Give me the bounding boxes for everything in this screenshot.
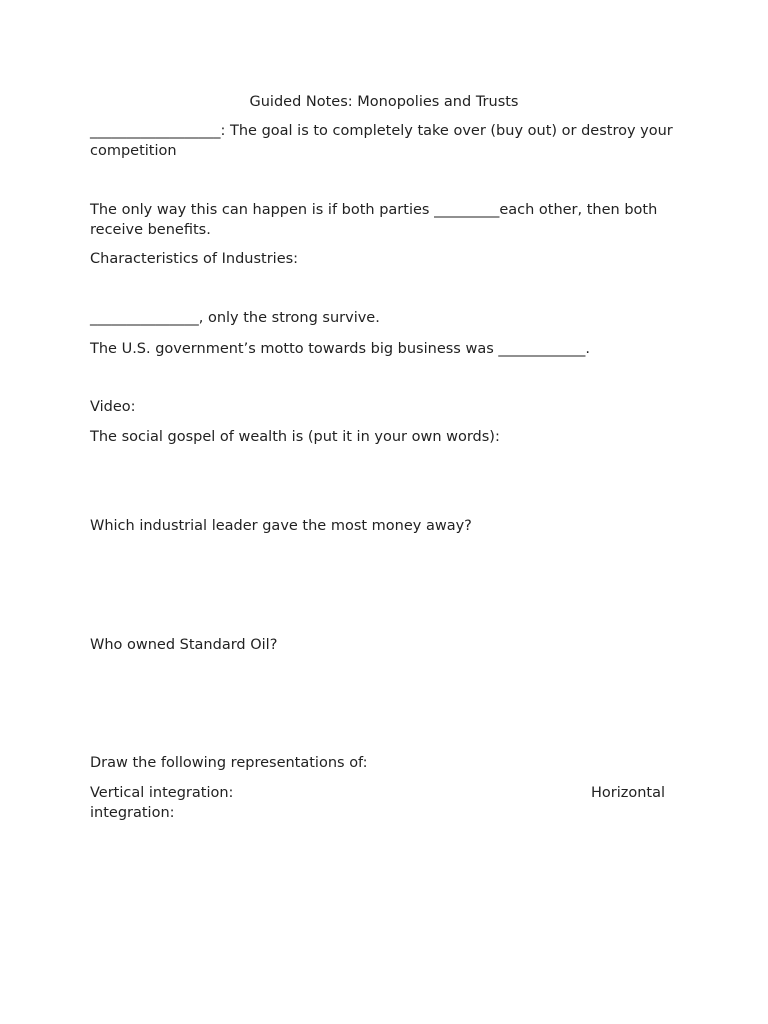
vertical-integration-label: Vertical integration: [90, 785, 234, 801]
document-title: Guided Notes: Monopolies and Trusts [249, 94, 519, 110]
draw-representations-prompt: Draw the following representations of: [90, 755, 368, 771]
gospel-of-wealth-prompt: The social gospel of wealth is (put it in your own words): [90, 429, 500, 445]
video-heading: Video: [90, 399, 136, 415]
horizontal-integration-label-part2: integration: [90, 805, 175, 821]
strong-survive-prompt: _______________, only the strong survive. [90, 310, 380, 326]
standard-oil-question: Who owned Standard Oil? [90, 637, 278, 653]
industrial-leader-question: Which industrial leader gave the most money away? [90, 518, 472, 534]
integration-labels [90, 783, 665, 803]
mutual-benefit-prompt: The only way this can happen is if both parties _________each other, then both receive benefits. [90, 202, 662, 238]
characteristics-heading: Characteristics of Industries: [90, 251, 299, 267]
government-motto-prompt: The U.S. government’s motto towards big business was ____________. [90, 341, 590, 357]
monopoly-definition-prompt: __________________: The goal is to completely take over (buy out) or destroy your competition [90, 123, 678, 159]
horizontal-integration-label-part1: Horizontal [590, 785, 665, 801]
